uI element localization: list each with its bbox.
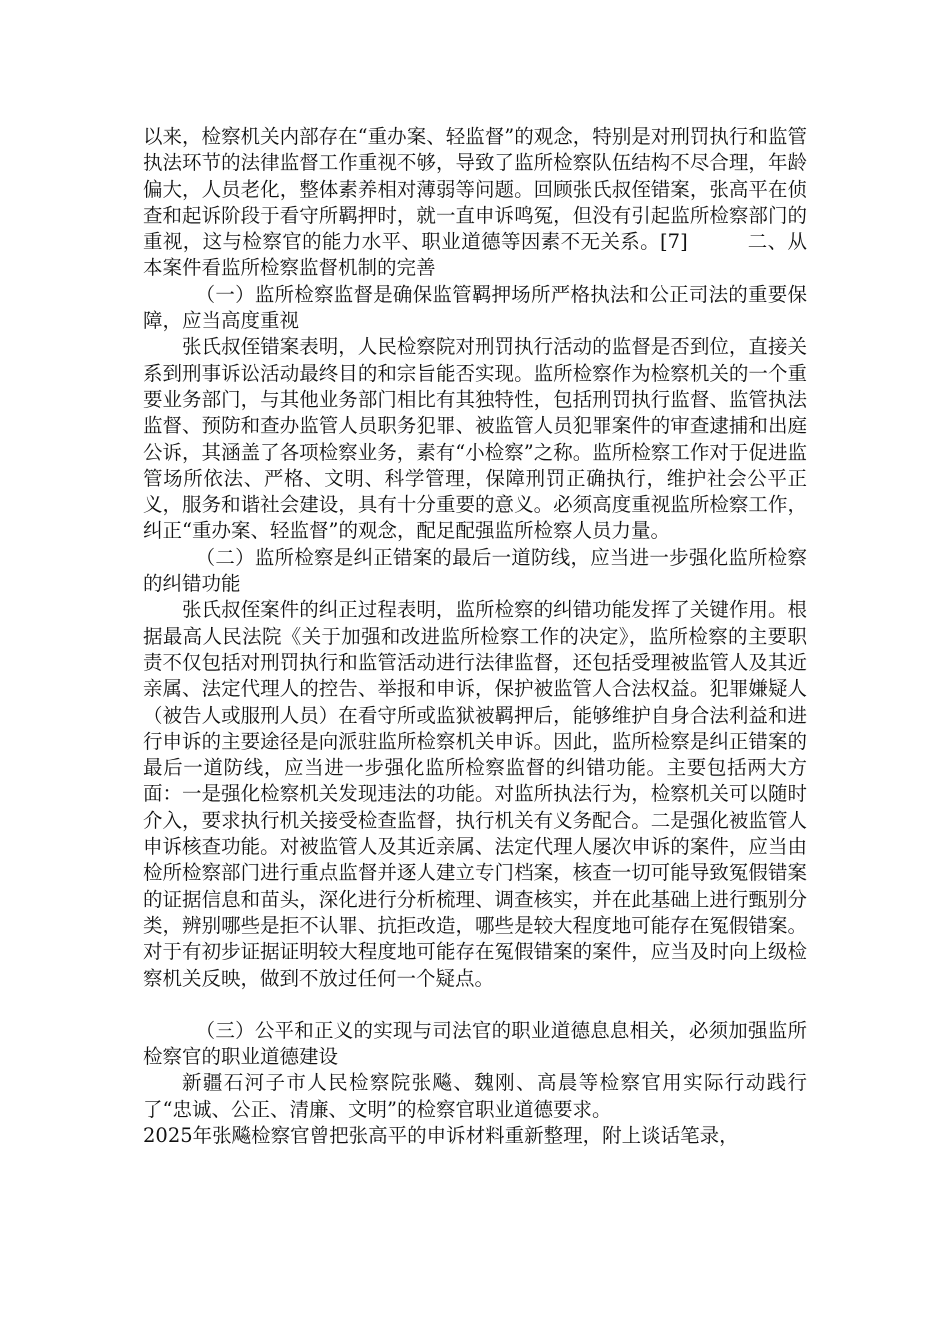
paragraph-section-3: 新疆石河子市人民检察院张飚、魏刚、高晨等检察官用实际行动践行了“忠诚、公正、清廉、文明”的检察官职业道德要求。 bbox=[143, 1071, 807, 1121]
section-heading-1: （一）监所检察监督是确保监管羁押场所严格执法和公正司法的重要保障，应当高度重视 bbox=[143, 282, 807, 333]
paragraph-section-1: 张氏叔侄错案表明，人民检察院对刑罚执行活动的监督是否到位，直接关系到刑事诉讼活动最终目的和宗旨能否实现。监所检察作为检察机关的一个重要业务部门，与其他业务部门相比有其独特性，包括刑罚执行监督、监管执法监督、预防和查办监管人员职务犯罪、被监管人员犯罪案件的审查逮捕和出庭公诉，其涵盖了各项检察业务，素有“小检察”之称。监所检察工作对于促进监管场所依法、严格、文明、科学管理，保障刑罚正确执行，维护社会公平正义，服务和谐社会建设，具有十分重要的意义。必须高度重视监所检察工作，纠正“重办案、轻监督”的观念，配足配强监所检察人员力量。 bbox=[143, 335, 807, 543]
paragraph-intro: 以来，检察机关内部存在“重办案、轻监督”的观念，特别是对刑罚执行和监管执法环节的法律监督工作重视不够，导致了监所检察队伍结构不尽合理，年龄偏大，人员老化，整体素养相对薄弱等问题。回顾张氏叔侄错案，张高平在侦查和起诉阶段于看守所羁押时，就一直申诉鸣冤，但没有引起监所检察部门的重视，这与检察官的能力水平、职业道德等因素不无关系。[7] 二、从本案件看监所检察监督机制的完善 bbox=[143, 125, 807, 280]
section-heading-2: （二）监所检察是纠正错案的最后一道防线，应当进一步强化监所检察的纠错功能 bbox=[143, 545, 807, 596]
paragraph-section-2: 张氏叔侄案件的纠正过程表明，监所检察的纠错功能发挥了关键作用。根据最高人民法院《关于加强和改进监所检察工作的决定》，监所检察的主要职责不仅包括对刑罚执行和监管活动进行法律监督，还包括受理被监管人及其近亲属、法定代理人的控告、举报和申诉，保护被监管人合法权益。犯罪嫌疑人（被告人或服刑人员）在看守所或监狱被羁押后，能够维护自身合法利益和进行申诉的主要途径是向派驻监所检察机关申诉。因此，监所检察是纠正错案的最后一道防线，应当进一步强化监所检察监督的纠错功能。主要包括两大方面：一是强化检察机关发现违法的功能。对监所执法行为，检察机关可以随时介入，要求执行机关接受检查监督，执行机关有义务配合。二是强化被监管人申诉核查功能。对被监管人及其近亲属、法定代理人屡次申诉的案件，应当由检所检察部门进行重点监督并逐人建立专门档案，核查一切可能导致冤假错案的证据信息和苗头，深化进行分析梳理、调查核实，并在此基础上进行甄别分类，辨别哪些是拒不认罪、抗拒改造，哪些是较大程度地可能存在冤假错案。对于有初步证据证明较大程度地可能存在冤假错案的案件，应当及时向上级检察机关反映，做到不放过任何一个疑点。 bbox=[143, 598, 807, 990]
document-page bbox=[143, 124, 807, 1149]
section-heading-3: （三）公平和正义的实现与司法官的职业道德息息相关，必须加强监所检察官的职业道德建设 bbox=[143, 1018, 807, 1069]
paragraph-continued: 2025年张飚检察官曾把张高平的申诉材料重新整理，附上谈话笔录， bbox=[143, 1123, 739, 1147]
